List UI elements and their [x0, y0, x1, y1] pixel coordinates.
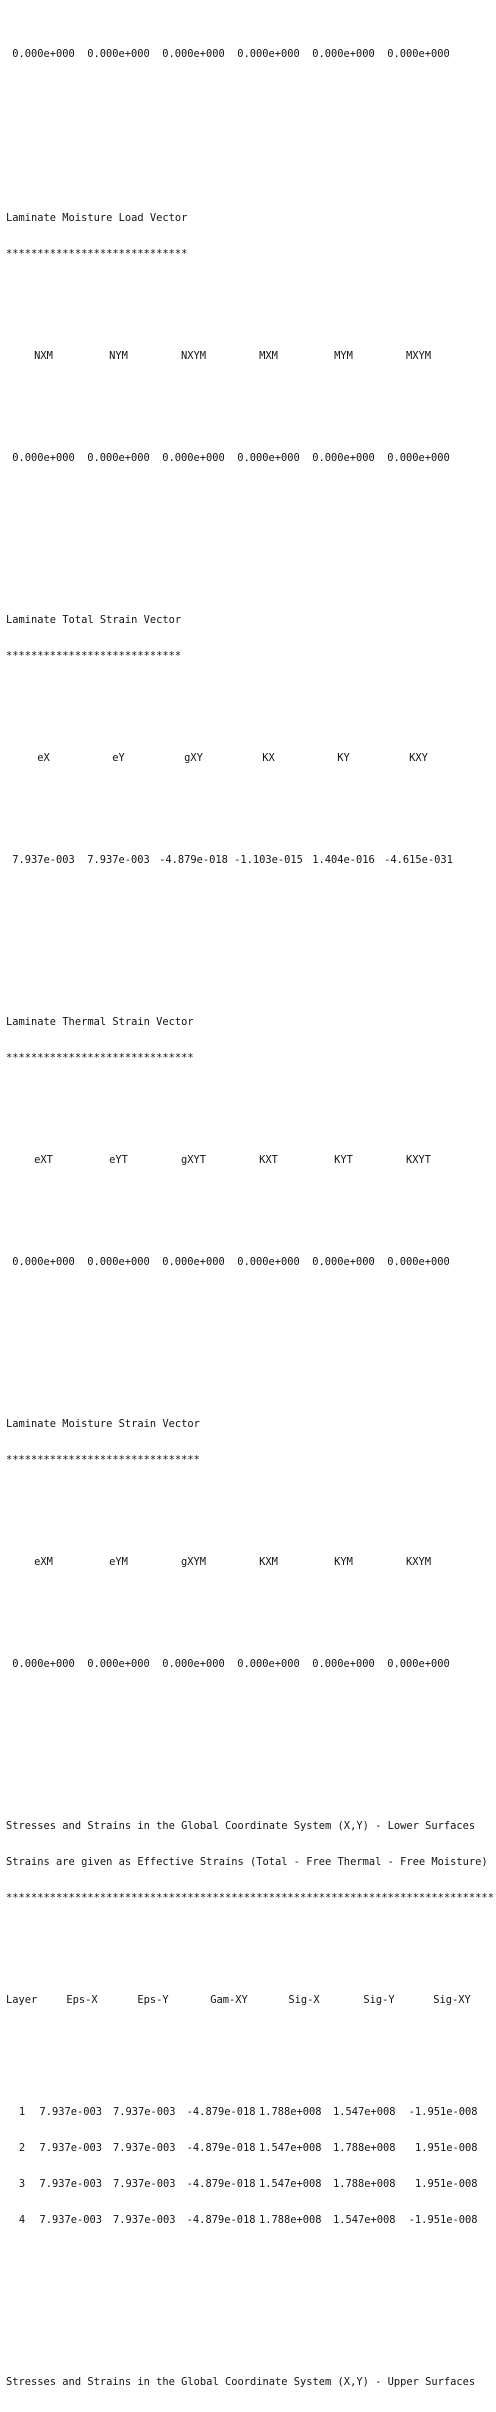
value-cell: -4.615e-031: [384, 854, 453, 866]
layer-header-row: [6, 1994, 494, 2006]
section-title: Laminate Moisture Strain Vector: [6, 1418, 200, 1430]
value-cell: 0.000e+000: [237, 1658, 300, 1670]
section-underline: *****************************: [6, 248, 188, 260]
section-underline: *******************************: [6, 1454, 200, 1466]
value-cell: 0.000e+000: [87, 1658, 150, 1670]
value-cell: 1.547e+008: [258, 2142, 322, 2154]
header-cell: Gam-XY: [210, 1994, 248, 2006]
value-cell: 7.937e-003: [112, 2142, 176, 2154]
header-cell: KXYM: [405, 1556, 432, 1568]
value-cell: 0.000e+000: [87, 1256, 150, 1268]
value-cell: 0.000e+000: [12, 1658, 75, 1670]
value-cell: -4.879e-018: [186, 2178, 256, 2190]
value-cell: 0.000e+000: [87, 48, 150, 60]
value-cell: 1.951e-008: [414, 2178, 478, 2190]
header-cell: NYM: [109, 350, 128, 362]
section-underline: ****************************: [6, 650, 182, 662]
output-text-panel: [6, 0, 494, 2412]
value-cell: 0.000e+000: [162, 48, 225, 60]
header-cell: KX: [262, 752, 275, 764]
value-cell: 1.788e+008: [258, 2106, 322, 2118]
header-cell: NXM: [34, 350, 53, 362]
value-cell: 7.937e-003: [39, 2214, 102, 2226]
header-cell: Sig-XY: [433, 1994, 471, 2006]
header-cell: KY: [337, 752, 350, 764]
value-cell: 1.788e+008: [332, 2142, 396, 2154]
value-cell: 0.000e+000: [387, 48, 450, 60]
table-row: [6, 2178, 494, 2190]
value-cell: 0.000e+000: [237, 1256, 300, 1268]
value-cell: 1.404e-016: [312, 854, 375, 866]
section-title: Laminate Thermal Strain Vector: [6, 1016, 194, 1028]
layer-number: 3: [18, 2178, 26, 2190]
value-cell: 7.937e-003: [112, 2106, 176, 2118]
value-cell: 0.000e+000: [237, 48, 300, 60]
header-cell: KYM: [334, 1556, 353, 1568]
value-cell: -1.951e-008: [408, 2106, 478, 2118]
value-cell: 0.000e+000: [312, 1658, 375, 1670]
header-cell: eYT: [109, 1154, 128, 1166]
header-row: [6, 1556, 494, 1568]
value-cell: 0.000e+000: [87, 452, 150, 464]
header-cell: eYM: [109, 1556, 128, 1568]
value-cell: 1.547e+008: [258, 2178, 322, 2190]
header-cell: KYT: [334, 1154, 353, 1166]
value-cell: 0.000e+000: [12, 452, 75, 464]
header-row: [6, 752, 494, 764]
value-cell: -4.879e-018: [186, 2106, 256, 2118]
section-title: Stresses and Strains in the Global Coordinate System (X,Y) - Lower Surfaces: [6, 1820, 476, 1832]
value-cell: 7.937e-003: [39, 2106, 102, 2118]
value-cell: 0.000e+000: [12, 1256, 75, 1268]
table-row: [6, 2142, 494, 2154]
value-cell: 0.000e+000: [12, 48, 75, 60]
header-row: [6, 350, 494, 362]
value-cell: 7.937e-003: [12, 854, 75, 866]
value-cell: -4.879e-018: [186, 2142, 256, 2154]
header-cell: eY: [112, 752, 125, 764]
header-cell: Sig-X: [288, 1994, 320, 2006]
table-row: [6, 2106, 494, 2118]
value-cell: -4.879e-018: [159, 854, 228, 866]
header-cell: MXM: [259, 350, 278, 362]
value-cell: 7.937e-003: [112, 2214, 176, 2226]
value-cell: 0.000e+000: [312, 452, 375, 464]
section-title: Stresses and Strains in the Global Coordinate System (X,Y) - Upper Surfaces: [6, 2376, 476, 2388]
section-subtitle: Strains are given as Effective Strains (Total - Free Thermal - Free Moisture): [6, 1856, 488, 1868]
value-cell: -1.103e-015: [234, 854, 303, 866]
header-cell: KXY: [409, 752, 428, 764]
value-cell: 1.951e-008: [414, 2142, 478, 2154]
section-underline: ******************************************************************************: [6, 1892, 494, 1904]
value-cell: -1.951e-008: [408, 2214, 478, 2226]
header-cell: KXM: [259, 1556, 278, 1568]
header-row: [6, 1154, 494, 1166]
value-cell: 1.788e+008: [258, 2214, 322, 2226]
header-cell: Eps-X: [66, 1994, 98, 2006]
header-cell: KXT: [259, 1154, 278, 1166]
value-row: [6, 1658, 494, 1670]
layer-number: 2: [18, 2142, 26, 2154]
section-title: Laminate Total Strain Vector: [6, 614, 182, 626]
header-cell: eXM: [34, 1556, 53, 1568]
value-cell: 0.000e+000: [312, 1256, 375, 1268]
header-cell: eXT: [34, 1154, 53, 1166]
value-cell: 0.000e+000: [162, 1256, 225, 1268]
header-cell: MYM: [334, 350, 353, 362]
value-cell: 1.547e+008: [332, 2214, 396, 2226]
header-cell: Layer: [6, 1994, 38, 2006]
section-underline: ******************************: [6, 1052, 194, 1064]
value-row: [6, 1256, 494, 1268]
header-cell: MXYM: [405, 350, 432, 362]
layer-number: 4: [18, 2214, 26, 2226]
header-cell: eX: [37, 752, 50, 764]
value-row: [6, 854, 494, 866]
value-cell: 0.000e+000: [162, 452, 225, 464]
value-cell: 7.937e-003: [112, 2178, 176, 2190]
layer-number: 1: [18, 2106, 26, 2118]
value-cell: 0.000e+000: [312, 48, 375, 60]
section-title: Laminate Moisture Load Vector: [6, 212, 188, 224]
value-cell: 1.547e+008: [332, 2106, 396, 2118]
value-cell: -4.879e-018: [186, 2214, 256, 2226]
table-row: [6, 2214, 494, 2226]
header-cell: KXYT: [405, 1154, 432, 1166]
header-cell: gXYT: [180, 1154, 207, 1166]
value-row: [6, 452, 494, 464]
value-cell: 0.000e+000: [387, 452, 450, 464]
value-cell: 0.000e+000: [387, 1658, 450, 1670]
value-cell: 7.937e-003: [87, 854, 150, 866]
value-cell: 7.937e-003: [39, 2178, 102, 2190]
header-cell: NXYM: [180, 350, 207, 362]
value-cell: 0.000e+000: [387, 1256, 450, 1268]
value-cell: 1.788e+008: [332, 2178, 396, 2190]
value-cell: 0.000e+000: [237, 452, 300, 464]
prev-vector-values: [6, 48, 494, 60]
value-cell: 0.000e+000: [162, 1658, 225, 1670]
header-cell: Eps-Y: [137, 1994, 169, 2006]
header-cell: Sig-Y: [363, 1994, 395, 2006]
header-cell: gXYM: [180, 1556, 207, 1568]
header-cell: gXY: [184, 752, 203, 764]
value-cell: 7.937e-003: [39, 2142, 102, 2154]
